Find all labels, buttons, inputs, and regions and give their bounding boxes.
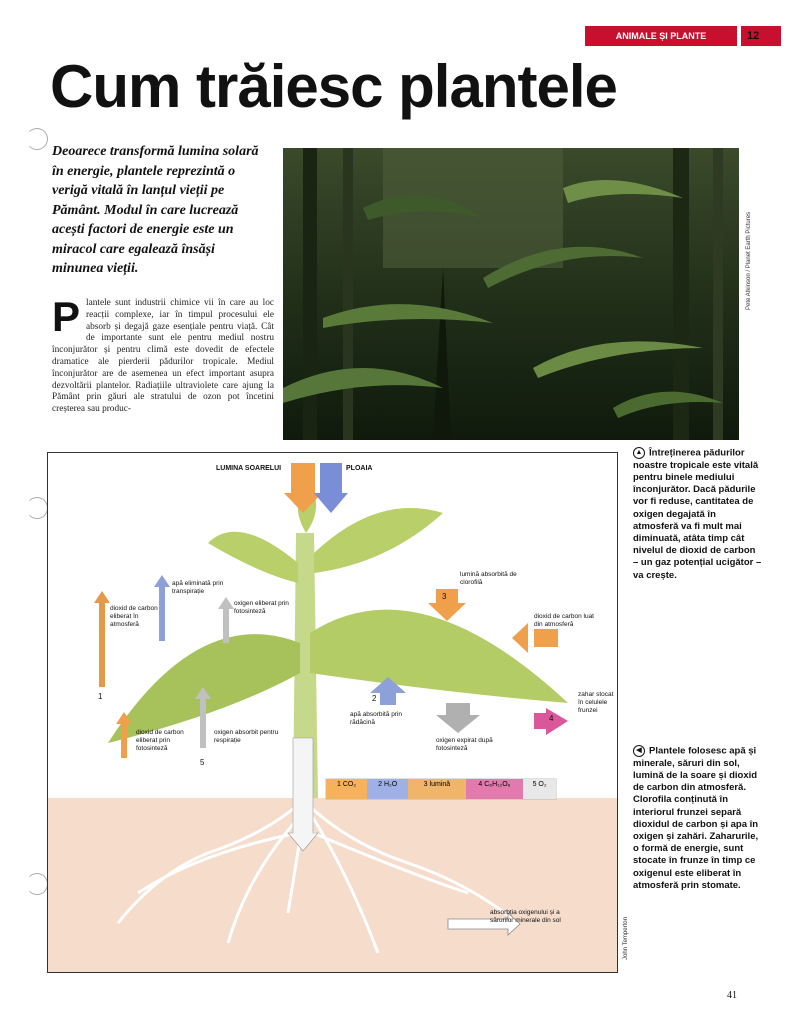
label-sugar-stored: zahar stocat în celulele frunzei (578, 691, 614, 714)
sunlight-label: LUMINA SOARELUI (216, 465, 282, 472)
equation-cell: 5 O₂ (523, 779, 556, 799)
label-co2-taken: dioxid de carbon luat din atmosferă (534, 613, 594, 628)
page-title: Cum trăiesc plantele (50, 53, 617, 120)
plant-diagram (47, 452, 618, 973)
label-water-absorbed: apă absorbită prin rădăcină (350, 711, 403, 726)
triangle-left-icon: ◀ (633, 745, 645, 757)
plant-illustration (48, 453, 618, 973)
label-light-absorbed: lumină absorbită de clorofilă (460, 571, 517, 586)
triangle-up-icon: ▲ (633, 447, 645, 459)
rainforest-illustration (283, 148, 739, 440)
label-oxygen-absorbed: oxigen absorbit pentru respirație (214, 729, 279, 744)
page-number: 41 (727, 990, 737, 1001)
diagram-credit: John Temperton (623, 917, 629, 960)
equation-cell: 3 lumină (408, 779, 466, 799)
label-oxygen-released: oxigen eliberat prin fotosinteză (234, 600, 289, 615)
equation-cell: 1 CO₂ (326, 779, 367, 799)
binder-hole (26, 128, 48, 150)
caption-bottom: ◀ Plantele folosesc apă și minerale, săruri din sol, lumină de la soare și dioxid de carbon din atmosferă. Clorofila conținută în interiorul frunzei separă dioxidul de carbon și apa în oxigen și zahări. Zaharurile, o formă de energie, sunt stocate în frunze în timp ce oxigenul este eliberat în atmosferă prin stomate. (633, 745, 759, 891)
drop-cap: P (52, 293, 81, 340)
intro-text: Deoarece transformă lumina solară în energie, plantele reprezintă o verigă vitală în lanțul vieții pe Pământ. Modul în care lucrează acești factori de energie este un miracol care egalează însăși minunea vieții. (52, 144, 259, 276)
binder-hole (26, 873, 48, 895)
step-number: 4 (549, 714, 554, 723)
label-oxygen-expired: oxigen expirat după fotosinteză (436, 737, 493, 752)
page-tab: 12 (741, 26, 781, 46)
step-number: 3 (442, 592, 447, 601)
photo-credit: Pete Atkinson / Planet Earth Pictures (746, 211, 752, 310)
step-number: 2 (372, 694, 377, 703)
label-water-released: apă eliminată prin transpirație (172, 580, 224, 595)
caption-top: ▲ Întreținerea pădurilor noastre tropicale este vitală pentru binele mediului înconjurător. Dacă pădurile vor fi reduse, cantitatea de oxigen degajată în atmosferă va fi mult mai diminuată, atâta timp cât nivelul de dioxid de carbon – un gaz potențial ucigător – va crește. (633, 447, 762, 581)
equation-cell: 2 H₂O (367, 779, 408, 799)
equation-bar (326, 779, 556, 799)
label-co2-released-resp: dioxid de carbon eliberat în atmosferă (110, 605, 158, 628)
label-co2-released-synth: dioxid de carbon eliberat prin fotosinteză (136, 729, 184, 752)
step-number: 5 (200, 758, 205, 767)
step-number: 1 (98, 692, 103, 701)
rain-label: PLOAIA (346, 465, 373, 472)
section-label: ANIMALE ȘI PLANTE (585, 26, 737, 46)
article-text: lantele sunt industrii chimice vii în care au loc reacții complexe, iar în timpul procesului ele absorb și degajă gaze esențiale pentru viață. Cât de importante sunt ele pentru mediul nostru înconjurător și pentru climă este dovedit de efectele dramatice ale pierderii pădurilor tropicale. Mediul înconjurător are de asemenea un efect important asupra dezvoltării plantelor. Radiațiile ultraviolete care ajung la Pământ prin găuri ale stratului de ozon pot încetini creșterea sau produc- (52, 298, 274, 415)
label-roots-absorb: absorbția oxigenului și a sărurilor minerale din sol (490, 909, 561, 924)
binder-hole (26, 497, 48, 519)
article-body (52, 293, 274, 416)
equation-cell: 4 C₆H₁₂O₆ (466, 779, 524, 799)
rainforest-photo (283, 148, 739, 440)
